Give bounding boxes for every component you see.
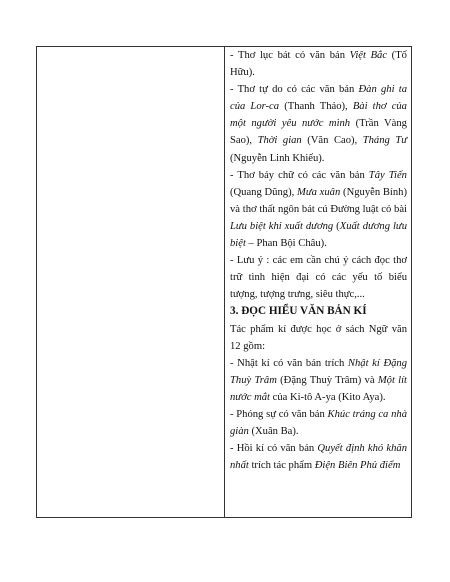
paragraph-luu-y: - Lưu ý : các em cần chú ý cách đọc thơ trữ tình hiện đại có các yếu tố biểu tượng, tượng trưng, siêu thực,... (230, 255, 407, 301)
paragraph-tu-do: - Thơ tự do có các văn bản Đàn ghi ta của Lor-ca (Thanh Thảo), Bài thơ của một người yêu nước mình (Trần Vàng Sao), Thời gian (Văn Cao), Tháng Tư (Nguyễn Linh Khiếu). (230, 84, 407, 164)
paragraph-hoi-ki: - Hồi kí có văn bản Quyết định khó khăn nhất trích tác phẩm Điện Biên Phủ điểm (230, 443, 407, 472)
paragraph-phong-su: - Phóng sự có văn bản Khúc tráng ca nhà giàn (Xuân Ba). (230, 408, 407, 438)
right-column-content (230, 47, 407, 474)
column-divider (224, 47, 225, 517)
paragraph-bay-chu: - Thơ bảy chữ có các văn bản Tây Tiến (Quang Dũng), Mưa xuân (Nguyễn Bính) và thơ thất ngôn bát cú Đường luật có bài Lưu biệt khi xuất dương (Xuất dương lưu biệt – Phan Bội Châu). (230, 169, 408, 250)
paragraph-tac-pham-ki: Tác phẩm kí được học ở sách Ngữ văn 12 gồm: (230, 323, 407, 352)
paragraph-nhat-ki: - Nhật kí có văn bản trích Nhật kí Đặng Thuỳ Trâm (Đặng Thuỳ Trâm) và Một lít nước mắt của Ki-tô A-ya (Kito Aya). (230, 357, 408, 403)
section-heading-ki: 3. ĐỌC HIỂU VĂN BẢN KÍ (230, 305, 367, 318)
paragraph-luc-bat: - Thơ lục bát có văn bản Việt Bắc (Tố Hữu). (230, 50, 407, 79)
two-column-table (36, 46, 412, 518)
